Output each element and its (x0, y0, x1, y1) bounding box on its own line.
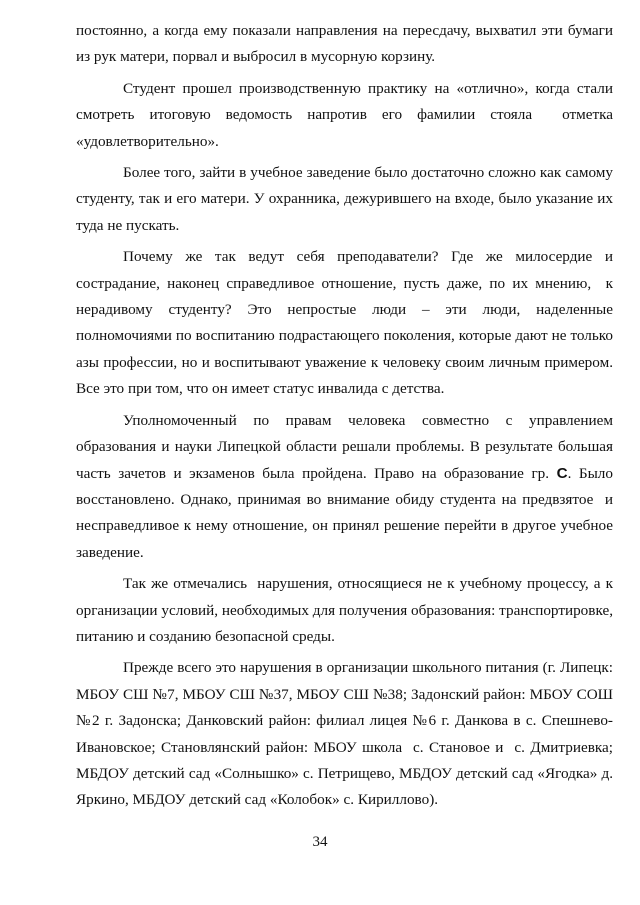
paragraph-3: Более того, зайти в учебное заведение было достаточно сложно как самому студенту, так и его матери. У охранника, дежурившего на входе, было указание их туда не пускать. (76, 164, 617, 234)
paragraph-5 (76, 408, 617, 566)
citizen-initial: С (556, 464, 568, 482)
paragraph-5-part-2: . Было восстановлено. Однако, принимая во внимание обиду студента на предвзятое и несправедливое к нему отношение, он принял решение перейти в другое учебное заведение. (76, 464, 617, 561)
paragraph-4: Почему же так ведут себя преподаватели? Где же милосердие и сострадание, наконец справедливое отношение, пусть даже, по их мнению, к нерадивому студенту? Это непростые люди – эти люди, наделенные полномочиями по воспитанию подрастающего поколения, которые дают не только азы профессии, но и воспитывают уважение к человеку своим личным примером. Все это при том, что он имеет статус инвалида с детства. (76, 248, 617, 398)
paragraph-1: постоянно, а когда ему показали направления на пересдачу, выхватил эти бумаги из рук матери, порвал и выбросил в мусорную корзину. (76, 22, 617, 66)
paragraph-2: Студент прошел производственную практику на «отлично», когда стали смотреть итоговую ведомость напротив его фамилии стояла отметка «удовлетворительно». (76, 79, 617, 150)
paragraph-7: Прежде всего это нарушения в организации школьного питания (г. Липецк: МБОУ СШ №7, МБОУ СШ №37, МБОУ СШ №38; Задонский район: МБОУ СОШ №2 г. Задонска; Данковский район: филиал лицея №6 г. Данкова в с. Спешнево-Ивановское; Становлянский район: МБОУ школа с. Становое и с. Дмитриевка; МБДОУ детский сад «Солнышко» с. Петрищево, МБДОУ детский сад «Ягодка» д. Яркино, МБДОУ детский сад «Колобок» с. Кириллово). (76, 659, 617, 809)
page-number: 34 (312, 834, 328, 850)
paragraph-5-part-1: Уполномоченный по правам человека совместно с управлением образования и науки Липецкой области решали проблемы. В результате большая часть зачетов и экзаменов была пройдена. Право на образование гр. (76, 411, 617, 482)
paragraph-6: Так же отмечались нарушения, относящиеся не к учебному процессу, а к организации условий, необходимых для получения образования: транспортировке, питанию и созданию безопасной среды. (76, 575, 617, 645)
document-page (76, 18, 617, 819)
